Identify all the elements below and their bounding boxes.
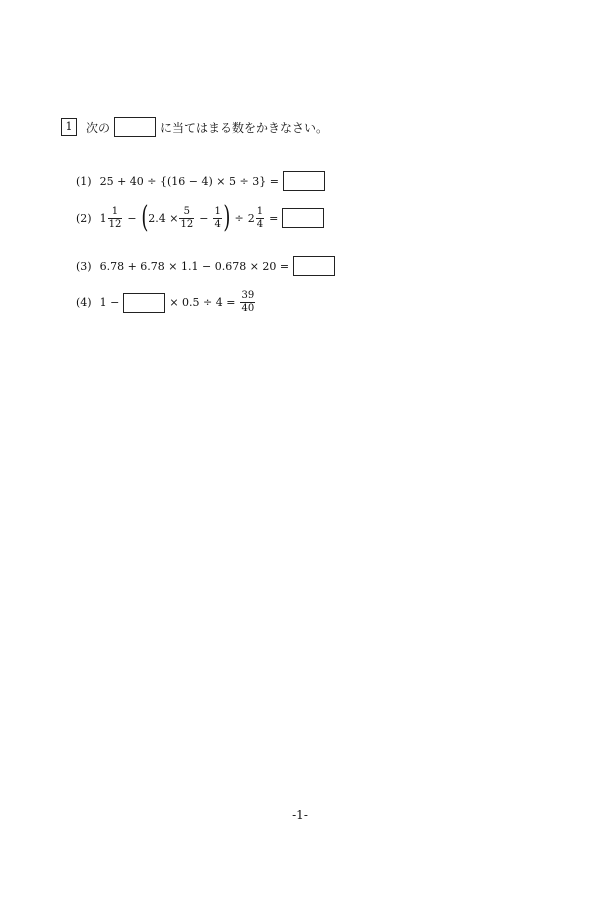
mixed-whole: 1: [99, 211, 107, 225]
problem-4: [76, 290, 256, 315]
question-number-box: 1: [61, 118, 77, 136]
open-paren: (: [140, 200, 148, 235]
instruction-blank-box: [114, 117, 156, 137]
expression-part: 1 −: [99, 296, 120, 309]
operator: −: [199, 211, 209, 225]
problem-3: [76, 256, 335, 276]
equals-sign: =: [269, 211, 279, 225]
result-fraction: [240, 290, 255, 315]
fraction-numerator: 1: [256, 205, 264, 217]
instruction-line: [61, 116, 328, 138]
fraction-numerator: 5: [183, 205, 191, 217]
fraction-denominator: 12: [108, 218, 122, 230]
fraction-numerator: 39: [241, 290, 255, 301]
problem-expression: 25 + 40 ÷ {(16 − 4) × 5 ÷ 3} =: [99, 174, 279, 188]
fraction: [213, 206, 221, 231]
fraction: [108, 206, 123, 231]
close-paren: ): [223, 200, 231, 235]
problem-1: [76, 171, 325, 191]
fraction: [179, 206, 194, 231]
fraction-denominator: 4: [214, 218, 221, 230]
instruction-text-before: 次の: [86, 120, 111, 135]
fraction-denominator: 4: [256, 218, 264, 230]
expression-part: × 0.5 ÷ 4 =: [169, 296, 236, 309]
instruction-text-after: に当てはまる数をかきなさい。: [160, 120, 329, 135]
problem-label: (2): [76, 211, 92, 225]
operator: −: [127, 211, 137, 225]
problem-label: (3): [76, 259, 92, 273]
problem-expression: 6.78 + 6.78 × 1.1 − 0.678 × 20 =: [99, 259, 290, 273]
answer-box[interactable]: [293, 256, 335, 276]
problem-label: (1): [76, 174, 92, 188]
mixed-whole: 2: [247, 211, 255, 225]
answer-box[interactable]: [282, 208, 324, 228]
problem-label: (4): [76, 296, 92, 309]
operator: ÷: [234, 211, 244, 225]
problem-2: [76, 200, 324, 235]
fraction: [256, 206, 264, 231]
fraction-numerator: 1: [214, 205, 221, 217]
answer-box[interactable]: [283, 171, 325, 191]
page-number: -1-: [292, 808, 308, 822]
expression-part: 2.4 ×: [148, 211, 179, 225]
fraction-denominator: 12: [180, 218, 194, 230]
fraction-numerator: 1: [111, 205, 119, 217]
fraction-denominator: 40: [241, 303, 255, 314]
answer-box[interactable]: [123, 293, 165, 313]
